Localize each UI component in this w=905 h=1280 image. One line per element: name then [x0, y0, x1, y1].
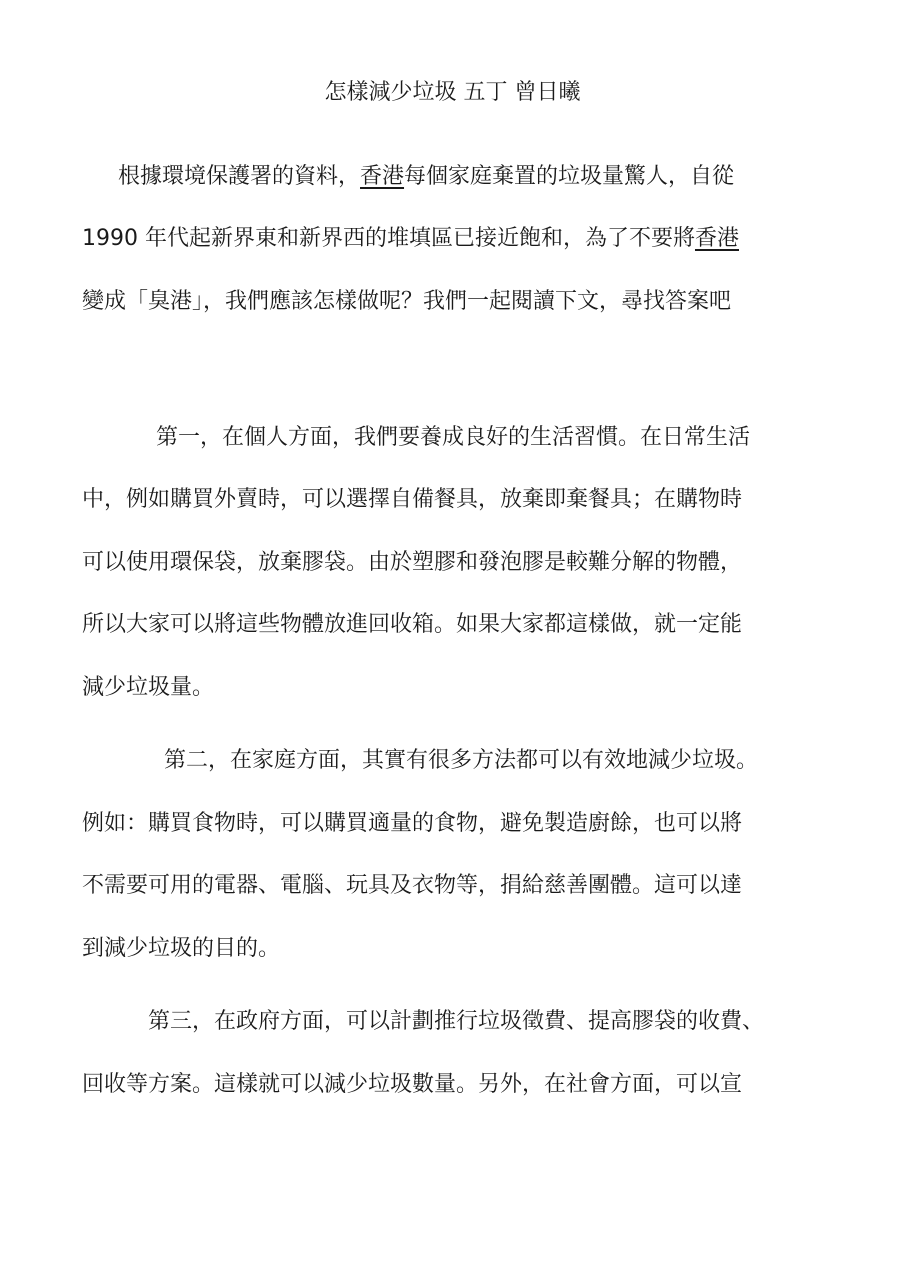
place-name-link: 香港: [694, 226, 739, 251]
intro-text: 1990 年代起新界東和新界西的堆填區已接近飽和，為了不要將: [82, 226, 695, 251]
para1-line-1: 第一，在個人方面，我們要養成良好的生活習慣。在日常生活: [156, 425, 751, 450]
para1-line-5: 減少垃圾量。: [82, 675, 215, 700]
place-name-link: 香港: [360, 164, 405, 189]
intro-line-2: [82, 222, 739, 256]
para3-line-2: 回收等方案。這樣就可以減少垃圾數量。另外，在社會方面，可以宣: [82, 1072, 743, 1097]
intro-text: 每個家庭棄置的垃圾量驚人，自從: [404, 164, 735, 189]
para2-line-1: 第二，在家庭方面，其實有很多方法都可以有效地減少垃圾。: [164, 748, 759, 773]
para1-line-2: 中，例如購買外賣時，可以選擇自備餐具，放棄即棄餐具；在購物時: [82, 487, 743, 512]
intro-line-1: [118, 160, 734, 194]
para2-line-3: 不需要可用的電器、電腦、玩具及衣物等，捐給慈善團體。這可以達: [82, 873, 743, 898]
para1-line-4: 所以大家可以將這些物體放進回收箱。如果大家都這樣做，就一定能: [82, 612, 743, 637]
para2-line-4: 到減少垃圾的目的。: [82, 936, 281, 961]
intro-text: 根據環境保護署的資料，: [118, 164, 361, 189]
para3-line-1: 第三，在政府方面，可以計劃推行垃圾徵費、提高膠袋的收費、: [148, 1009, 765, 1034]
para1-line-3: 可以使用環保袋，放棄膠袋。由於塑膠和發泡膠是較難分解的物體，: [82, 550, 743, 575]
intro-line-3: 變成「臭港」，我們應該怎樣做呢？我們一起閱讀下文，尋找答案吧: [82, 289, 732, 314]
para2-line-2: 例如：購買食物時，可以購買適量的食物，避免製造廚餘，也可以將: [82, 811, 743, 836]
document-title: 怎樣減少垃圾 五丁 曾日曦: [324, 80, 581, 105]
